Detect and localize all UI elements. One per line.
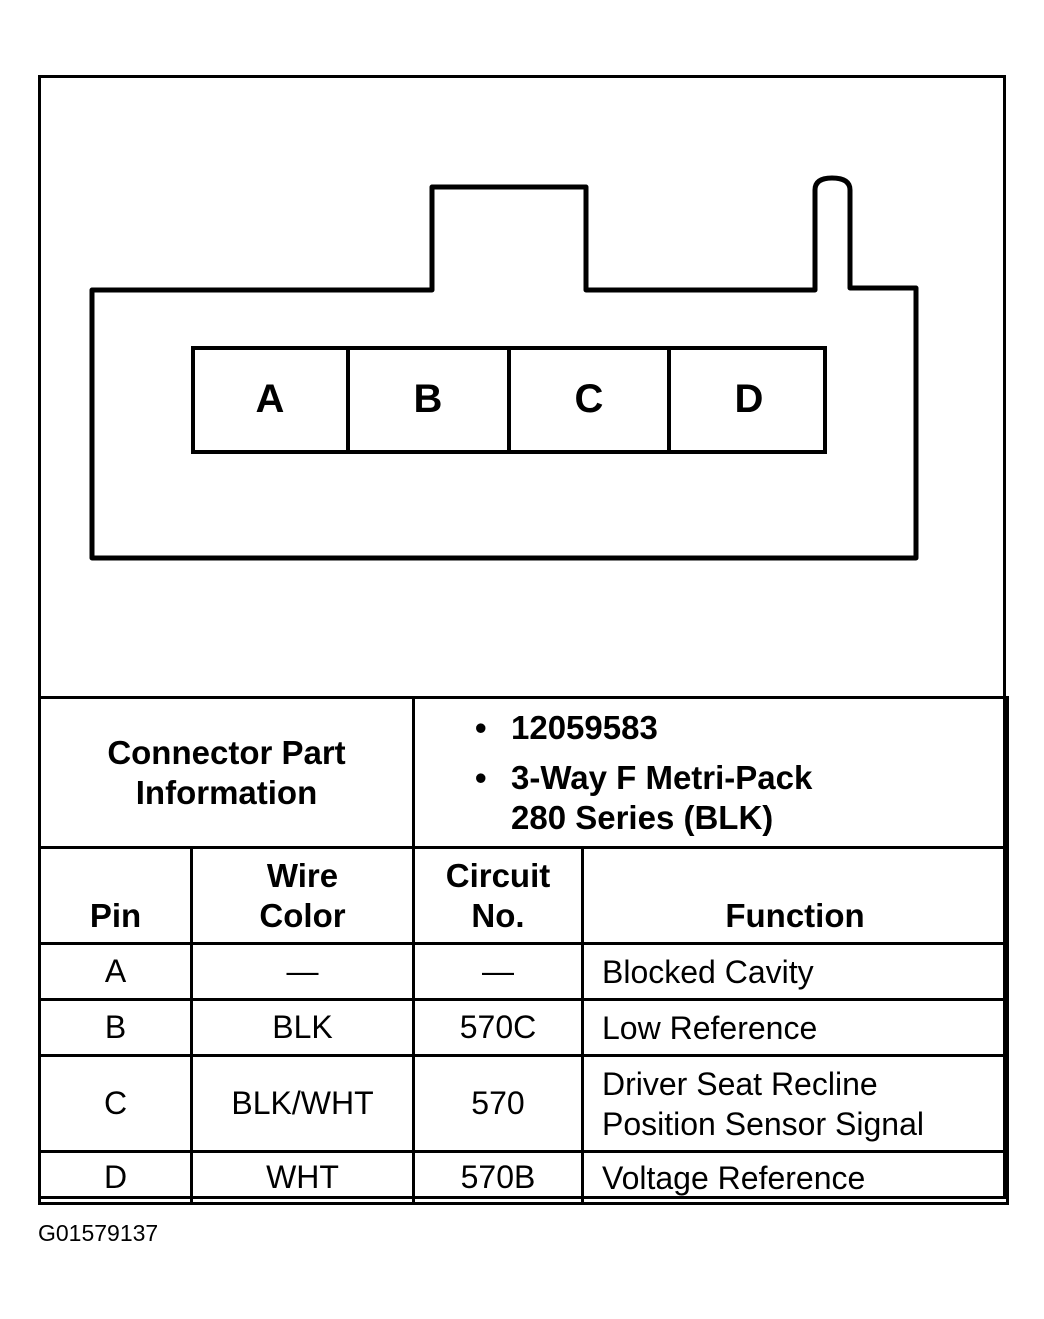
header-circuit — [414, 848, 583, 944]
connector-info-table — [38, 696, 1009, 1205]
header-circuit-line2: No. — [471, 897, 525, 934]
wire-color-cell: BLK/WHT — [192, 1056, 414, 1152]
function-cell: Low Reference — [583, 1000, 1008, 1056]
cavity-label-d: D — [734, 377, 764, 421]
wire-color-cell: BLK — [192, 1000, 414, 1056]
circuit-cell: 570C — [414, 1000, 583, 1056]
part-description-line2: 280 Series (BLK) — [511, 798, 774, 836]
function-cell: Voltage Reference — [583, 1152, 1008, 1204]
function-cell: Blocked Cavity — [583, 944, 1008, 1000]
header-function: Function — [583, 848, 1008, 944]
wire-color-cell: — — [192, 944, 414, 1000]
header-wire-color-line2: Color — [259, 897, 346, 934]
part-description-line1: • 3-Way F Metri-Pack — [511, 758, 813, 796]
function-line2: Position Sensor Signal — [602, 1105, 924, 1142]
header-circuit-line1: Circuit — [445, 857, 551, 894]
table-row — [40, 1000, 1008, 1056]
part-info-label-line2: Information — [135, 773, 318, 811]
pin-cell: D — [40, 1152, 192, 1204]
table-row — [40, 1152, 1008, 1204]
figure-id: G01579137 — [38, 1220, 159, 1246]
cavity-label-c: C — [574, 377, 604, 421]
header-row — [40, 848, 1008, 944]
cavity-label-b: B — [413, 377, 443, 421]
table-row — [40, 944, 1008, 1000]
cavity-label-a: A — [255, 377, 285, 421]
header-pin: Pin — [40, 848, 192, 944]
function-cell — [583, 1056, 1008, 1152]
pin-cell: B — [40, 1000, 192, 1056]
part-number: • 12059583 — [475, 708, 1006, 748]
connector-body-outline — [92, 178, 916, 558]
header-wire-color — [192, 848, 414, 944]
circuit-cell: 570 — [414, 1056, 583, 1152]
function-line1: Driver Seat Recline — [602, 1065, 878, 1102]
part-description — [475, 758, 1006, 838]
circuit-cell: — — [414, 944, 583, 1000]
table-row — [40, 1056, 1008, 1152]
part-info-row — [40, 698, 1008, 848]
part-info-label — [40, 698, 414, 848]
pin-cell: C — [40, 1056, 192, 1152]
circuit-cell: 570B — [414, 1152, 583, 1204]
pin-cell: A — [40, 944, 192, 1000]
wire-color-cell: WHT — [192, 1152, 414, 1204]
part-info-value — [414, 698, 1008, 848]
part-info-label-line1: Connector Part — [107, 733, 346, 771]
header-wire-color-line1: Wire — [266, 857, 339, 894]
